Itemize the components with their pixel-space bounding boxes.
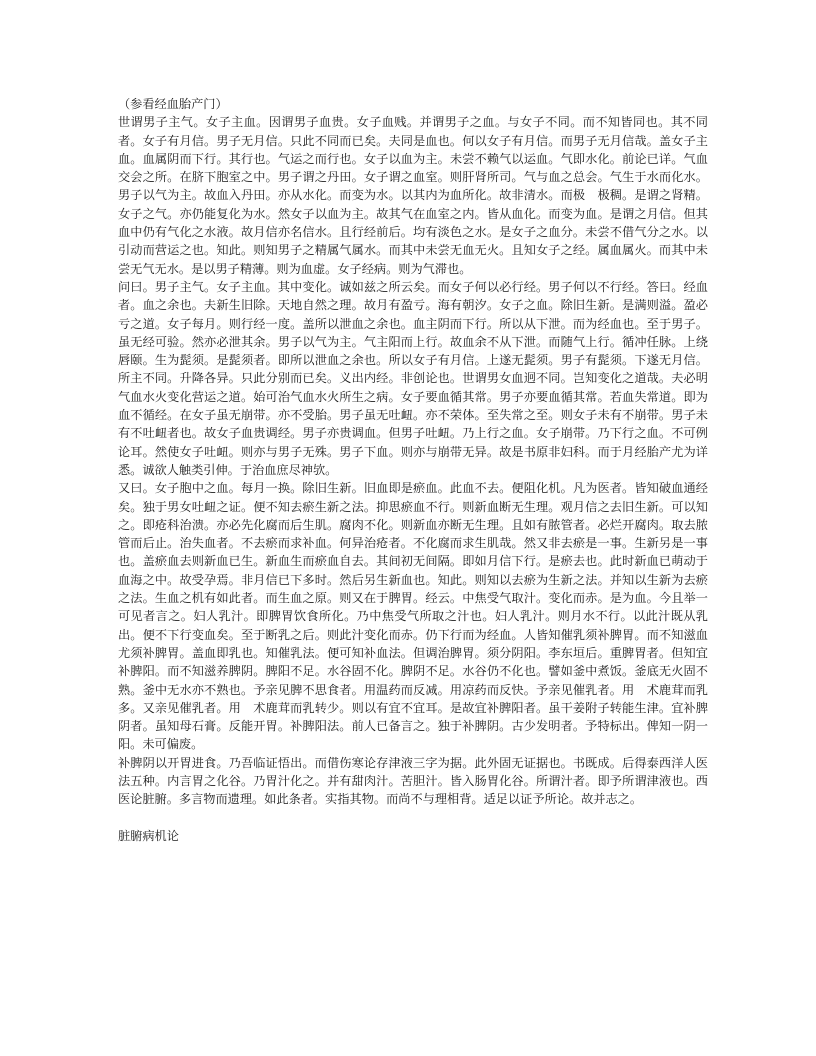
paragraph-spleen-yin: 补脾阴以开胃进食。乃吾临证悟出。而借伤寒论存津液三字为据。此外固无证据也。书既成。后得泰西洋人医法五种。内言胃之化谷。乃胃汁化之。并有甜肉汁。苦胆汁。皆入肠胃化谷。所谓汁者。即予所谓津液也。西医论脏腑。多言物而遗理。如此条者。实指其物。而尚不与理相背。适足以证予所论。故并志之。 (118, 755, 708, 807)
paragraph-male-female-blood: 世谓男子主气。女子主血。因谓男子血贵。女子血贱。并谓男子之血。与女子不同。而不知皆同也。其不同者。女子有月信。男子无月信。只此不同而已矣。夫同是血也。何以女子有月信。而男子无月信哉。盖女子主血。血属阴而下行。其行也。气运之而行也。女子以血为主。未尝不赖气以运血。气即水化。前论已详。气血交会之所。在脐下胞室之中。男子谓之丹田。女子谓之血室。则肝肾所司。气与血之总会。气生于水而化水。男子以气为主。故血入丹田。亦从水化。而变为水。以其内为血所化。故非清水。而极 极稠。是谓之肾精。女子之气。亦仍能复化为水。然女子以血为主。故其气在血室之内。皆从血化。而变为血。是谓之月信。但其血中仍有气化之水液。故月信亦名信水。且行经前后。均有淡色之水。是女子之血分。未尝不借气分之水。以引动而营运之也。知此。则知男子之精属气属水。而其中未尝无血无火。且知女子之经。属血属火。而其中未尝无气无水。是以男子精薄。则为血虚。女子经病。则为气滞也。 (118, 115, 708, 276)
paragraph-remove-stasis-generate-new: 又曰。女子胞中之血。每月一换。除旧生新。旧血即是瘀血。此血不去。便阻化机。凡为医者。皆知破血通经矣。独于男女吐衄之证。便不知去瘀生新之法。抑思瘀血不行。则新血断无生理。观月信之去旧生新。可以知之。即疮科治溃。亦必先化腐而后生肌。腐肉不化。则新血亦断无生理。且如有脓管者。必烂开腐肉。取去脓管而后止。治失血者。不去瘀而求补血。何异治疮者。不化腐而求生肌哉。然又非去瘀是一事。生新另是一事也。盖瘀血去则新血已生。新血生而瘀血自去。其间初无间隔。即如月信下行。是瘀去也。此时新血已萌动于血海之中。故受孕焉。非月信已下多时。然后另生新血也。知此。则知以去瘀为生新之法。并知以生新为去瘀之法。生血之机有如此者。而生血之原。则又在于脾胃。经云。中焦受气取汁。变化而赤。是为血。今且举一可见者言之。妇人乳汁。即脾胃饮食所化。乃中焦受气所取之汁也。妇人乳汁。则月水不行。以此汁既从乳出。便不下行变血矣。至于断乳之后。则此汁变化而赤。仍下行而为经血。人皆知催乳须补脾胃。而不知滋血尤须补脾胃。盖血即乳也。知催乳法。便可知补血法。但调治脾胃。须分阴阳。李东垣后。重脾胃者。但知宜补脾阳。而不知滋养脾阴。脾阳不足。水谷固不化。脾阴不足。水谷仍不化也。譬如釜中煮饭。釜底无火固不熟。釜中无水亦不熟也。予亲见脾不思食者。用温药而反减。用凉药而反快。予亲见催乳者。用 术鹿茸而乳多。又亲见催乳者。用 术鹿茸而乳转少。则以有宜不宜耳。是故宜补脾阳者。虽干姜附子转能生津。宜补脾阴者。虽知母石膏。反能开胃。补脾阳法。前人已备言之。独于补脾阴。古少发明者。予特标出。俾知一阴一阳。未可偏废。 (118, 481, 708, 752)
paragraph-why-menstruation: 问曰。男子主气。女子主血。其中变化。诚如兹之所云矣。而女子何以必行经。男子何以不行经。答曰。经血者。血之余也。夫新生旧除。天地自然之理。故月有盈亏。海有朝汐。女子之血。除旧生新。是满则溢。盈必亏之道。女子每月。则行经一度。盖所以泄血之余也。血主阴而下行。所以从下泄。而为经血也。至于男子。虽无经可验。然亦必泄其余。男子以气为主。气主阳而上行。故血余不从下泄。而随气上行。循冲任脉。上绕唇颐。生为髭须。是髭须者。即所以泄血之余也。所以女子有月信。上遂无髭须。男子有髭须。下遂无月信。所主不同。升降各异。只此分别而已矣。义出内经。非创论也。世谓男女血迥不同。岂知变化之道哉。夫必明气血水火变化营运之道。始可治气血水火所生之病。女子要血循其常。男子亦要血循其常。若血失常道。即为血不循经。在女子虽无崩带。亦不受胎。男子虽无吐衄。亦不荣体。至失常之至。则女子未有不崩带。男子未有不吐衄者也。故女子血贵调经。男子亦贵调血。但男子吐衄。乃上行之血。女子崩带。乃下行之血。不可例论耳。然使女子吐衄。则亦与男子无殊。男子下血。则亦与崩带无异。故是书原非妇科。而于月经胎产尤为详悉。诚欲人触类引伸。于治血庶尽神欤。 (118, 279, 708, 477)
document-page (118, 95, 708, 845)
section-heading: 脏腑病机论 (118, 828, 179, 843)
caption: （参看经血胎产门） (118, 97, 228, 111)
